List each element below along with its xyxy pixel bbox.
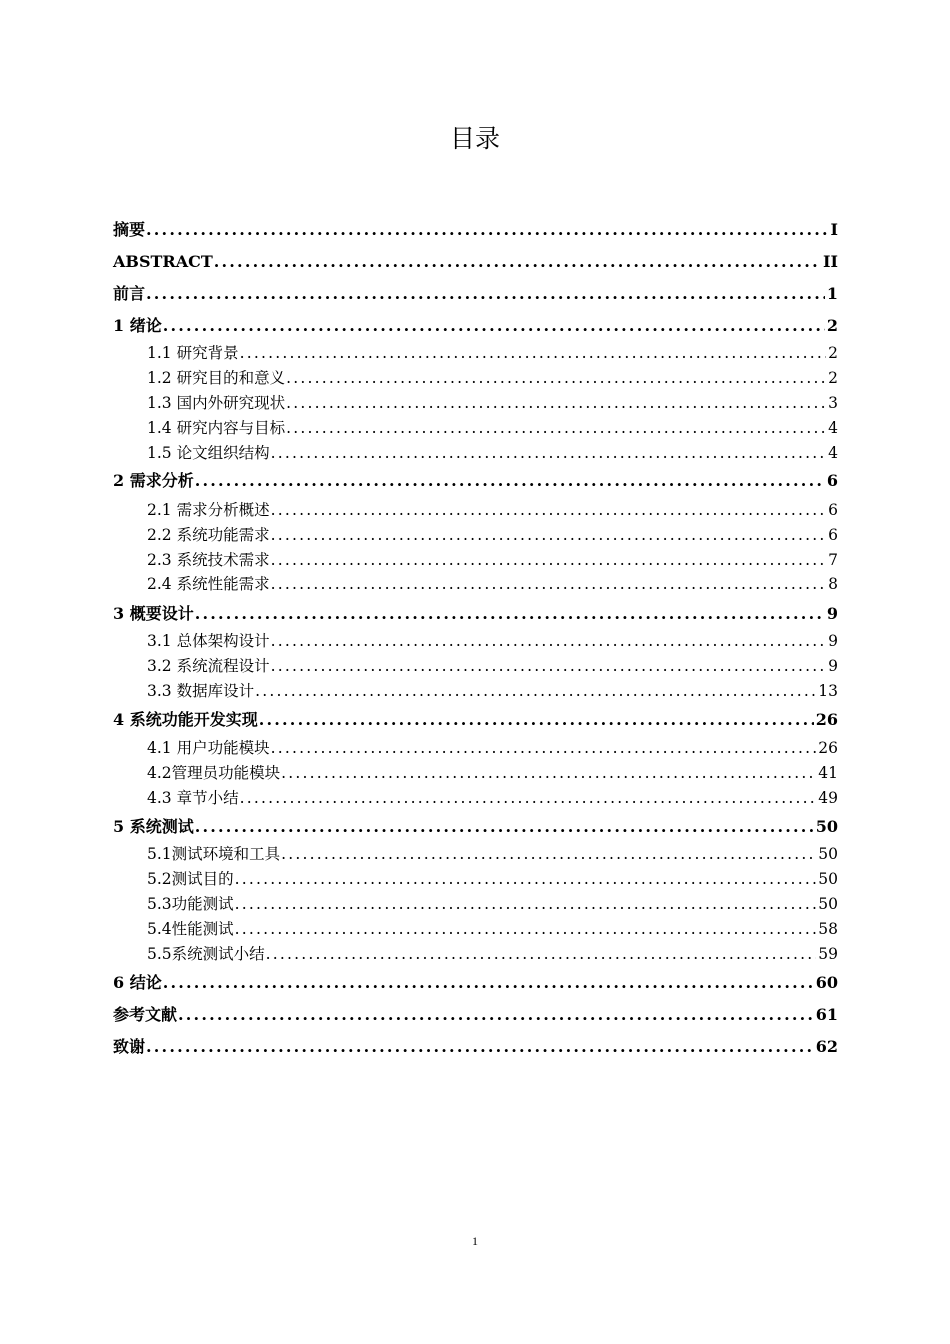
toc-page-number: 9 [828,657,838,675]
toc-dot-leader [195,601,825,627]
toc-page-number: 41 [818,764,838,782]
toc-dot-leader [163,313,825,339]
toc-page-number: 3 [828,394,838,412]
toc-page-number: 26 [815,710,838,729]
toc-entry-label: 3.2 系统流程设计 [147,657,270,675]
toc-entry-label: ABSTRACT [113,252,213,271]
toc-entry-section-2-1[interactable] [147,497,838,523]
toc-page-number: 13 [818,682,838,700]
toc-dot-leader [286,415,826,441]
toc-dot-leader [146,217,829,243]
toc-entry-chapter-4[interactable] [113,707,838,733]
toc-entry-chapter-6[interactable] [113,970,838,996]
toc-entry-section-3-3[interactable] [147,678,838,704]
toc-entry-section-4-1[interactable] [147,735,838,761]
toc-entry-chapter-5[interactable] [113,814,838,840]
toc-dot-leader [271,628,827,654]
toc-dot-leader [214,249,821,275]
toc-dot-leader [146,1034,814,1060]
toc-page-number: 2 [826,316,838,335]
toc-dot-leader [271,522,827,548]
toc-page-number: 2 [828,369,838,387]
toc-dot-leader [281,760,816,786]
toc-entry-label: 2.4 系统性能需求 [147,575,270,593]
toc-entry-label: 4.1 用户功能模块 [147,739,270,757]
toc-entry-section-5-3[interactable] [147,891,838,917]
toc-entry-label: 3.3 数据库设计 [147,682,255,700]
toc-entry-label: 5 系统测试 [113,817,194,836]
toc-page-number: 50 [815,817,838,836]
toc-entry-label: 5.4性能测试 [147,920,234,938]
toc-entry-section-1-2[interactable] [147,365,838,391]
toc-page-number: 9 [826,604,838,623]
toc-entry-label: 1.3 国内外研究现状 [147,394,286,412]
toc-page-number: 7 [828,551,838,569]
toc-entry-label: 1.5 论文组织结构 [147,444,270,462]
toc-entry-section-3-1[interactable] [147,628,838,654]
page-title: 目录 [449,124,500,153]
toc-dot-leader [235,916,817,942]
toc-dot-leader [271,440,827,466]
toc-entry-section-2-2[interactable] [147,522,838,548]
toc-entry-preface[interactable] [113,281,838,307]
toc-dot-leader [178,1002,814,1028]
toc-dot-leader [195,814,814,840]
toc-page-number: 4 [828,444,838,462]
toc-entry-section-5-2[interactable] [147,866,838,892]
toc-entry-label: 5.5系统测试小结 [147,945,265,963]
toc-page-number: 59 [818,945,838,963]
toc-entry-label: 4.3 章节小结 [147,789,239,807]
toc-page-number: 60 [815,973,838,992]
toc-dot-leader [286,390,826,416]
toc-page-number: 26 [818,739,838,757]
toc-dot-leader [271,571,827,597]
toc-dot-leader [271,653,827,679]
toc-entry-section-4-2[interactable] [147,760,838,786]
toc-dot-leader [286,365,826,391]
toc-entry-label: 1 绪论 [113,316,162,335]
toc-dot-leader [240,340,827,366]
toc-entry-label: 参考文献 [113,1005,178,1024]
toc-entry-label: 4.2管理员功能模块 [147,764,281,782]
toc-entry-label: 4 系统功能开发实现 [113,710,258,729]
toc-entry-chapter-2[interactable] [113,468,838,494]
toc-page-number: 6 [828,501,838,519]
footer-page-number: 1 [472,1234,478,1248]
toc-entry-label: 1.4 研究内容与目标 [147,419,286,437]
toc-entry-label: 3.1 总体架构设计 [147,632,270,650]
toc-page-number: 61 [815,1005,838,1024]
toc-dot-leader [163,970,814,996]
toc-page-number: 50 [818,845,838,863]
toc-page-number: II [823,252,838,271]
toc-page-number: I [830,220,838,239]
toc-dot-leader [146,281,825,307]
toc-page-number: 62 [815,1037,838,1056]
toc-dot-leader [271,547,827,573]
toc-page-number: 50 [818,895,838,913]
toc-dot-leader [240,785,817,811]
toc-page-number: 2 [828,344,838,362]
toc-entry-abstract-cn[interactable] [113,217,838,243]
toc-page-number: 1 [826,284,838,303]
toc-entry-section-1-3[interactable] [147,390,838,416]
toc-page-number: 6 [826,471,838,490]
toc-dot-leader [271,497,827,523]
toc-entry-label: 2.3 系统技术需求 [147,551,270,569]
toc-entry-label: 前言 [113,284,146,303]
toc-dot-leader [281,841,816,867]
toc-page-number: 58 [818,920,838,938]
toc-entry-label: 摘要 [113,220,146,239]
toc-page-number: 9 [828,632,838,650]
toc-entry-references[interactable] [113,1002,838,1028]
toc-entry-section-5-5[interactable] [147,941,838,967]
toc-page-number: 50 [818,870,838,888]
toc-entry-label: 2.1 需求分析概述 [147,501,270,519]
toc-entry-section-1-4[interactable] [147,415,838,441]
toc-entry-chapter-1[interactable] [113,313,838,339]
toc-entry-chapter-3[interactable] [113,601,838,627]
toc-entry-label: 致谢 [113,1037,146,1056]
toc-entry-label: 1.1 研究背景 [147,344,239,362]
toc-entry-section-2-4[interactable] [147,571,838,597]
toc-entry-label: 6 结论 [113,973,162,992]
toc-dot-leader [195,468,825,494]
toc-dot-leader [266,941,817,967]
toc-entry-section-5-4[interactable] [147,916,838,942]
toc-entry-label: 5.2测试目的 [147,870,234,888]
toc-entry-label: 1.2 研究目的和意义 [147,369,286,387]
toc-entry-label: 2 需求分析 [113,471,194,490]
toc-entry-acknowledgements[interactable] [113,1034,838,1060]
toc-entry-label: 5.1测试环境和工具 [147,845,281,863]
toc-page-number: 8 [828,575,838,593]
toc-entry-label: 2.2 系统功能需求 [147,526,270,544]
toc-entry-section-4-3[interactable] [147,785,838,811]
toc-entry-section-2-3[interactable] [147,547,838,573]
toc-dot-leader [271,735,817,761]
toc-entry-section-5-1[interactable] [147,841,838,867]
toc-page-number: 49 [818,789,838,807]
toc-entry-label: 5.3功能测试 [147,895,234,913]
toc-page-number: 4 [828,419,838,437]
toc-entry-label: 3 概要设计 [113,604,194,623]
toc-dot-leader [235,866,817,892]
toc-dot-leader [235,891,817,917]
toc-entry-section-1-5[interactable] [147,440,838,466]
toc-page-number: 6 [828,526,838,544]
toc-dot-leader [255,678,816,704]
toc-entry-abstract-en[interactable] [113,249,838,275]
toc-entry-section-3-2[interactable] [147,653,838,679]
toc-entry-section-1-1[interactable] [147,340,838,366]
toc-dot-leader [259,707,814,733]
